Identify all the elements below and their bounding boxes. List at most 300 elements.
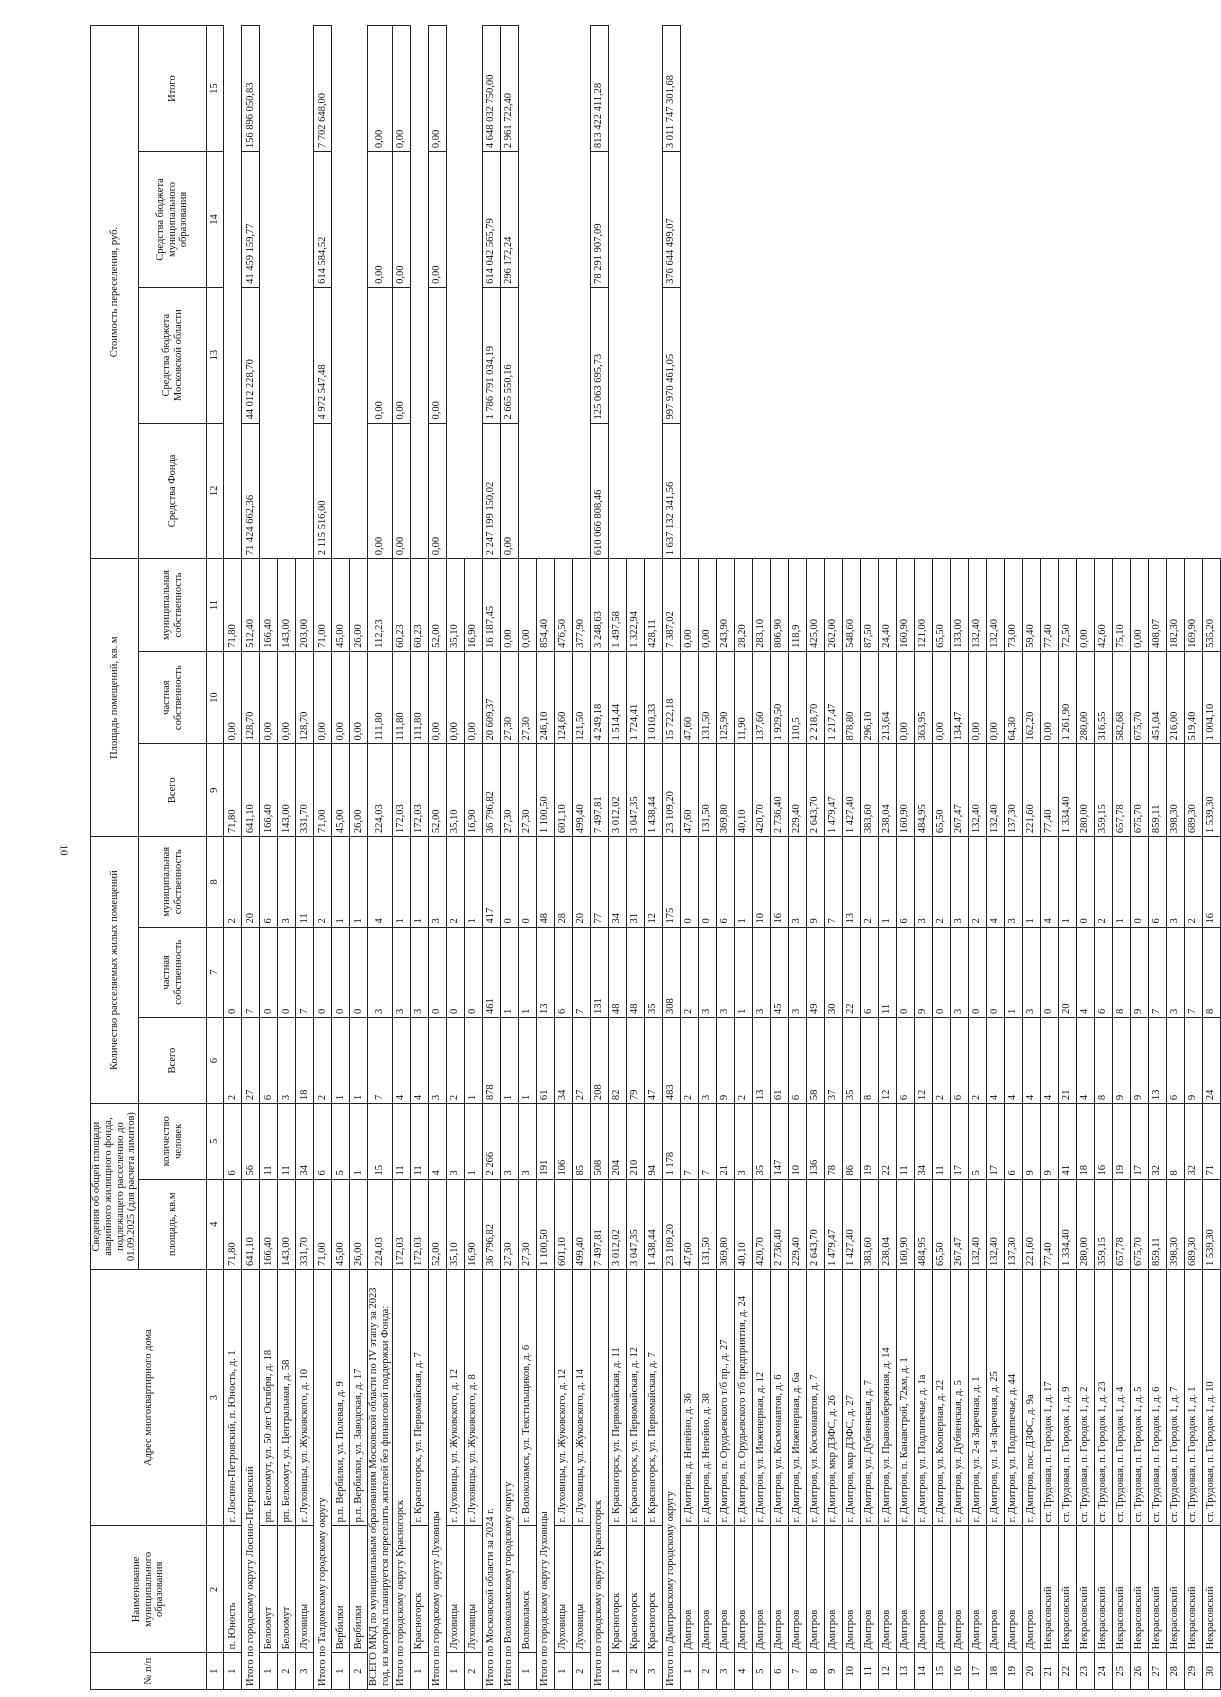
- empty-cell: [554, 423, 572, 559]
- address: г. Луховицы, ул. Жуковского, д. 14: [572, 1270, 590, 1526]
- empty-cell: [1130, 26, 1148, 152]
- value-cell: 0,00: [698, 559, 716, 652]
- table-row: [716, 26, 734, 1690]
- value-cell: 425,00: [806, 559, 824, 652]
- value-cell: 878,80: [842, 651, 860, 744]
- value-cell: 136: [806, 1104, 824, 1179]
- value-cell: 3: [734, 1104, 752, 1179]
- subtotal-value: 4 249,18: [590, 651, 608, 744]
- row-number: 28: [1166, 1653, 1184, 1690]
- value-cell: 133,00: [950, 559, 968, 652]
- subtotal-value: 483: [662, 1018, 680, 1104]
- value-cell: 859,11: [1148, 744, 1166, 837]
- subtotal-value: 13: [536, 927, 554, 1017]
- value-cell: 316,55: [1094, 651, 1112, 744]
- value-cell: 35: [842, 1018, 860, 1104]
- subtotal-value: 112,23: [368, 559, 393, 652]
- row-number: 9: [824, 1653, 842, 1690]
- value-cell: 3 047,35: [626, 744, 644, 837]
- address: г. Красногорск, ул. Первомайская, д. 7: [410, 1270, 428, 1526]
- value-cell: 124,60: [554, 651, 572, 744]
- address: г. Дмитров, ул. Инженерная, д. 12: [752, 1270, 770, 1526]
- value-cell: 451,04: [1148, 651, 1166, 744]
- subtotal-label: Итого по городскому округу Красногорск: [392, 1270, 410, 1690]
- empty-cell: [878, 152, 896, 288]
- empty-cell: [1130, 152, 1148, 288]
- header-area-total: Всего: [139, 744, 207, 837]
- empty-cell: [896, 423, 914, 559]
- municipality-name: Некрасовский: [1040, 1526, 1058, 1653]
- subtotal-value: 0: [500, 837, 518, 927]
- empty-cell: [806, 152, 824, 288]
- value-cell: 132,40: [986, 1179, 1004, 1269]
- value-cell: 4: [410, 1018, 428, 1104]
- subtotal-value: 0,00: [500, 423, 518, 559]
- value-cell: 548,60: [842, 559, 860, 652]
- municipality-name: Дмитров: [968, 1526, 986, 1653]
- subtotal-value: 246,10: [536, 651, 554, 744]
- value-cell: 87,50: [860, 559, 878, 652]
- value-cell: 2: [224, 837, 242, 927]
- value-cell: 21: [1058, 1018, 1076, 1104]
- table-row: [1130, 26, 1148, 1690]
- subtotal-value: 52,00: [428, 744, 446, 837]
- row-number: 25: [1112, 1653, 1130, 1690]
- value-cell: 2: [1184, 837, 1202, 927]
- value-cell: 3: [752, 927, 770, 1017]
- row-number: 19: [1004, 1653, 1022, 1690]
- empty-cell: [788, 287, 806, 423]
- value-cell: 128,70: [296, 651, 314, 744]
- empty-cell: [608, 26, 626, 152]
- subtotal-value: 125 063 695,73: [590, 287, 608, 423]
- value-cell: 398,30: [1166, 1179, 1184, 1269]
- empty-cell: [260, 287, 278, 423]
- municipality-name: Дмитров: [878, 1526, 896, 1653]
- value-cell: 262,00: [824, 559, 842, 652]
- value-cell: 7: [572, 927, 590, 1017]
- empty-cell: [1058, 26, 1076, 152]
- table-row: [410, 26, 428, 1690]
- table-row: [260, 26, 278, 1690]
- empty-cell: [1004, 287, 1022, 423]
- value-cell: 10: [788, 1104, 806, 1179]
- address: ст. Трудовая, п. Городок 1, д. 2: [1076, 1270, 1094, 1526]
- column-number: 12: [207, 423, 224, 559]
- value-cell: 121,50: [572, 651, 590, 744]
- value-cell: 3: [698, 927, 716, 1017]
- value-cell: 31: [626, 837, 644, 927]
- empty-cell: [878, 287, 896, 423]
- empty-cell: [332, 423, 350, 559]
- table-row: [896, 26, 914, 1690]
- address: ст. Трудовая, п. Городок 1, д. 9: [1058, 1270, 1076, 1526]
- address: г. Дмитров, п. Орудьевского т/б предприятия, д. 24: [734, 1270, 752, 1526]
- value-cell: 689,30: [1184, 744, 1202, 837]
- value-cell: 2: [968, 837, 986, 927]
- municipality-name: Некрасовский: [1202, 1526, 1220, 1653]
- value-cell: 675,70: [1130, 744, 1148, 837]
- value-cell: 243,90: [716, 559, 734, 652]
- empty-cell: [464, 423, 482, 559]
- value-cell: 280,00: [1076, 651, 1094, 744]
- subtotal-value: 27,30: [500, 1179, 518, 1269]
- row-number: 8: [806, 1653, 824, 1690]
- subtotal-label: Итого по Московской области за 2024 г.: [482, 1270, 500, 1690]
- subtotal-value: 461: [482, 927, 500, 1017]
- value-cell: 1: [1058, 837, 1076, 927]
- value-cell: 9: [806, 837, 824, 927]
- value-cell: 6: [1004, 1104, 1022, 1179]
- municipality-name: Дмитров: [860, 1526, 878, 1653]
- municipality-name: Белоомут: [260, 1526, 278, 1653]
- row-number: 23: [1076, 1653, 1094, 1690]
- value-cell: 77,40: [1040, 744, 1058, 837]
- value-cell: 5: [332, 1104, 350, 1179]
- value-cell: 7: [1148, 927, 1166, 1017]
- empty-cell: [410, 152, 428, 288]
- subtotal-value: 0,00: [368, 26, 393, 152]
- value-cell: 0: [1040, 927, 1058, 1017]
- value-cell: 296,10: [860, 651, 878, 744]
- value-cell: 0: [680, 837, 698, 927]
- column-number: 11: [207, 559, 224, 652]
- municipality-name: Дмитров: [734, 1526, 752, 1653]
- value-cell: 1 334,40: [1058, 744, 1076, 837]
- empty-cell: [914, 423, 932, 559]
- value-cell: 78: [824, 1104, 842, 1179]
- subtotal-value: 0,00: [428, 651, 446, 744]
- empty-cell: [410, 423, 428, 559]
- table-row: [332, 26, 350, 1690]
- value-cell: 1: [350, 837, 368, 927]
- empty-cell: [752, 152, 770, 288]
- value-cell: 2: [968, 1018, 986, 1104]
- empty-cell: [446, 423, 464, 559]
- header-mun-budget: Средства бюджета муниципального образования: [139, 152, 207, 288]
- value-cell: 16,90: [464, 559, 482, 652]
- value-cell: 267,47: [950, 1179, 968, 1269]
- table-row: [680, 26, 698, 1690]
- value-cell: 601,10: [554, 1179, 572, 1269]
- value-cell: 1: [350, 1104, 368, 1179]
- header-info-people: количество человек: [139, 1104, 207, 1179]
- value-cell: 420,70: [752, 744, 770, 837]
- empty-cell: [1166, 152, 1184, 288]
- value-cell: 6: [224, 1104, 242, 1179]
- value-cell: 3: [950, 837, 968, 927]
- value-cell: 27: [572, 1018, 590, 1104]
- subtotal-label: Итого по Талдомскому городскому округу: [314, 1270, 332, 1690]
- value-cell: 32: [1184, 1104, 1202, 1179]
- address: г. Дмитров, п. Орудьевского т/б пр., д. 27: [716, 1270, 734, 1526]
- value-cell: 0: [464, 927, 482, 1017]
- value-cell: 9: [716, 1018, 734, 1104]
- table-row: [1166, 26, 1184, 1690]
- empty-cell: [518, 287, 536, 423]
- subtotal-value: 641,10: [242, 744, 260, 837]
- value-cell: 359,15: [1094, 1179, 1112, 1269]
- value-cell: 1: [734, 837, 752, 927]
- value-cell: 65,50: [932, 744, 950, 837]
- value-cell: 3: [788, 837, 806, 927]
- value-cell: 2 643,70: [806, 1179, 824, 1269]
- value-cell: 134,47: [950, 651, 968, 744]
- value-cell: 1: [734, 927, 752, 1017]
- header-count-group: Количество расселяемых жилых помещений: [91, 837, 139, 1104]
- value-cell: 35,10: [446, 744, 464, 837]
- empty-cell: [224, 152, 242, 288]
- table-row: [626, 26, 644, 1690]
- subtotal-value: 0,00: [392, 423, 410, 559]
- subtotal-value: 191: [536, 1104, 554, 1179]
- subtotal-value: 0: [314, 927, 332, 1017]
- value-cell: 143,00: [278, 559, 296, 652]
- empty-cell: [1166, 423, 1184, 559]
- empty-cell: [878, 423, 896, 559]
- subtotal-value: 878: [482, 1018, 500, 1104]
- municipality-name: Луховицы: [446, 1526, 464, 1653]
- empty-cell: [698, 26, 716, 152]
- row-number: 20: [1022, 1653, 1040, 1690]
- empty-cell: [1040, 423, 1058, 559]
- table-row: [842, 26, 860, 1690]
- value-cell: 48: [626, 927, 644, 1017]
- value-cell: 35,10: [446, 559, 464, 652]
- subtotal-value: 77: [590, 837, 608, 927]
- row-number: 1: [332, 1653, 350, 1690]
- municipality-name: Дмитров: [842, 1526, 860, 1653]
- empty-cell: [932, 287, 950, 423]
- value-cell: 28: [554, 837, 572, 927]
- value-cell: 0: [224, 927, 242, 1017]
- value-cell: 65,50: [932, 559, 950, 652]
- empty-cell: [608, 287, 626, 423]
- value-cell: 18: [1076, 1104, 1094, 1179]
- value-cell: 35: [752, 1104, 770, 1179]
- value-cell: 0,00: [1130, 559, 1148, 652]
- value-cell: 689,30: [1184, 1179, 1202, 1269]
- value-cell: 408,07: [1148, 559, 1166, 652]
- empty-cell: [1130, 287, 1148, 423]
- empty-cell: [968, 287, 986, 423]
- value-cell: 535,20: [1202, 559, 1220, 652]
- empty-cell: [788, 26, 806, 152]
- empty-cell: [572, 26, 590, 152]
- value-cell: 11: [896, 1104, 914, 1179]
- table-row: [734, 26, 752, 1690]
- subtotal-value: 0,00: [392, 152, 410, 288]
- empty-cell: [350, 287, 368, 423]
- address: г. Дмитров, ул. 2-я Заречная, д. 1: [968, 1270, 986, 1526]
- empty-cell: [260, 423, 278, 559]
- subtotal-value: 2: [314, 1018, 332, 1104]
- header-cost-group: Стоимость переселения, руб.: [91, 26, 139, 559]
- value-cell: 3: [518, 1104, 536, 1179]
- value-cell: 7: [296, 927, 314, 1017]
- table-row: [1004, 26, 1022, 1690]
- empty-cell: [554, 287, 572, 423]
- value-cell: 420,70: [752, 1179, 770, 1269]
- empty-cell: [554, 152, 572, 288]
- row-number: 26: [1130, 1653, 1148, 1690]
- value-cell: 0: [698, 837, 716, 927]
- value-cell: 6: [554, 927, 572, 1017]
- value-cell: 61: [770, 1018, 788, 1104]
- value-cell: 2: [1094, 837, 1112, 927]
- row-number: 1: [554, 1653, 572, 1690]
- row-number: 7: [788, 1653, 806, 1690]
- empty-cell: [698, 287, 716, 423]
- empty-cell: [608, 152, 626, 288]
- value-cell: 11: [296, 837, 314, 927]
- table-header: [91, 26, 207, 1690]
- subtotal-label: Итого по городскому округу Луховицы: [428, 1270, 446, 1690]
- value-cell: 24: [1202, 1018, 1220, 1104]
- empty-cell: [914, 287, 932, 423]
- empty-cell: [1004, 26, 1022, 152]
- value-cell: 3: [1166, 837, 1184, 927]
- value-cell: 8: [1112, 927, 1130, 1017]
- empty-cell: [1148, 152, 1166, 288]
- value-cell: 3: [278, 837, 296, 927]
- value-cell: 4: [1076, 1018, 1094, 1104]
- address: ст. Трудовая, п. Городок 1, д. 7: [1166, 1270, 1184, 1526]
- subtotal-value: 3 248,63: [590, 559, 608, 652]
- subtotal-value: 614 042 565,79: [482, 152, 500, 288]
- empty-cell: [860, 26, 878, 152]
- subtotal-value: 61: [536, 1018, 554, 1104]
- value-cell: 1 261,90: [1058, 651, 1076, 744]
- value-cell: 0: [278, 927, 296, 1017]
- empty-cell: [572, 152, 590, 288]
- value-cell: 210: [626, 1104, 644, 1179]
- header-info-area: площадь, кв.м: [139, 1179, 207, 1269]
- table-row: [770, 26, 788, 1690]
- empty-cell: [224, 26, 242, 152]
- address: ст. Трудовая, п. Городок 1, д. 5: [1130, 1270, 1148, 1526]
- subtotal-value: 2 961 722,40: [500, 26, 518, 152]
- value-cell: 137,30: [1004, 1179, 1022, 1269]
- empty-cell: [1058, 152, 1076, 288]
- value-cell: 3: [716, 927, 734, 1017]
- subtotal-value: 71,00: [314, 1179, 332, 1269]
- value-cell: 0: [350, 927, 368, 1017]
- address: р.п. Вербилки, ул. Заводская, д. 17: [350, 1270, 368, 1526]
- value-cell: 1 217,47: [824, 651, 842, 744]
- municipality-name: Некрасовский: [1094, 1526, 1112, 1653]
- address: ст. Трудовая, п. Городок 1, д. 23: [1094, 1270, 1112, 1526]
- value-cell: 7: [1184, 927, 1202, 1017]
- subtotal-label: Итого по Дмитровскому городскому округу: [662, 1270, 680, 1690]
- value-cell: 3: [410, 927, 428, 1017]
- subtotal-value: 2: [314, 837, 332, 927]
- subtotal-value: 0,00: [314, 651, 332, 744]
- value-cell: 28,20: [734, 559, 752, 652]
- header-itogo: Итого: [139, 26, 207, 152]
- value-cell: 131,50: [698, 1179, 716, 1269]
- value-cell: 111,80: [410, 651, 428, 744]
- subtotal-value: 16 187,45: [482, 559, 500, 652]
- empty-cell: [296, 287, 314, 423]
- value-cell: 4: [1004, 1018, 1022, 1104]
- subtotal-value: 0: [428, 927, 446, 1017]
- subtotal-value: 512,40: [242, 559, 260, 652]
- table-row: [1022, 26, 1040, 1690]
- municipality-name: Некрасовский: [1148, 1526, 1166, 1653]
- subtotal-value: 1 100,50: [536, 1179, 554, 1269]
- value-cell: 2: [932, 837, 950, 927]
- value-cell: 65,50: [932, 1179, 950, 1269]
- value-cell: 369,80: [716, 744, 734, 837]
- empty-cell: [860, 287, 878, 423]
- value-cell: 160,90: [896, 744, 914, 837]
- value-cell: 3 047,35: [626, 1179, 644, 1269]
- empty-cell: [842, 26, 860, 152]
- value-cell: 2: [680, 1018, 698, 1104]
- value-cell: 519,40: [1184, 651, 1202, 744]
- table-row: [806, 26, 824, 1690]
- value-cell: 125,90: [716, 651, 734, 744]
- empty-cell: [626, 152, 644, 288]
- empty-cell: [446, 287, 464, 423]
- empty-cell: [572, 287, 590, 423]
- address: г. Дмитров, ул. Дубненская, д. 5: [950, 1270, 968, 1526]
- subtotal-value: 224,03: [368, 1179, 393, 1269]
- value-cell: 121,00: [914, 559, 932, 652]
- municipality-name: Луховицы: [554, 1526, 572, 1653]
- subtotal-value: 997 970 461,05: [662, 287, 680, 423]
- table-row: [1058, 26, 1076, 1690]
- value-cell: 331,70: [296, 1179, 314, 1269]
- empty-cell: [824, 26, 842, 152]
- value-cell: 86: [842, 1104, 860, 1179]
- table-row: [278, 26, 296, 1690]
- value-cell: 118,9: [788, 559, 806, 652]
- page-number: 10: [57, 844, 70, 856]
- value-cell: 1: [1022, 837, 1040, 927]
- subtotal-row: [314, 26, 332, 1690]
- subtotal-value: 41 459 159,77: [242, 152, 260, 288]
- column-number: 2: [207, 1526, 224, 1653]
- row-number: 30: [1202, 1653, 1220, 1690]
- subtotal-value: 27,30: [500, 744, 518, 837]
- value-cell: 2: [860, 837, 878, 927]
- value-cell: 859,11: [1148, 1179, 1166, 1269]
- empty-cell: [1148, 423, 1166, 559]
- empty-cell: [950, 287, 968, 423]
- value-cell: 12: [878, 1018, 896, 1104]
- value-cell: 6: [1166, 1018, 1184, 1104]
- subtotal-value: 111,80: [368, 651, 393, 744]
- value-cell: 3: [950, 927, 968, 1017]
- empty-cell: [350, 152, 368, 288]
- value-cell: 77,40: [1040, 1179, 1058, 1269]
- address: г. Дмитров, ул. Космонавтов, д. 7: [806, 1270, 824, 1526]
- value-cell: 48: [608, 927, 626, 1017]
- subtotal-value: 4: [392, 1018, 410, 1104]
- value-cell: 160,90: [896, 1179, 914, 1269]
- value-cell: 172,03: [410, 1179, 428, 1269]
- value-cell: 359,15: [1094, 744, 1112, 837]
- value-cell: 2: [932, 1018, 950, 1104]
- table-row: [914, 26, 932, 1690]
- municipality-name: Вербилки: [332, 1526, 350, 1653]
- value-cell: 428,11: [644, 559, 662, 652]
- empty-cell: [464, 26, 482, 152]
- municipality-name: Некрасовский: [1166, 1526, 1184, 1653]
- empty-cell: [968, 152, 986, 288]
